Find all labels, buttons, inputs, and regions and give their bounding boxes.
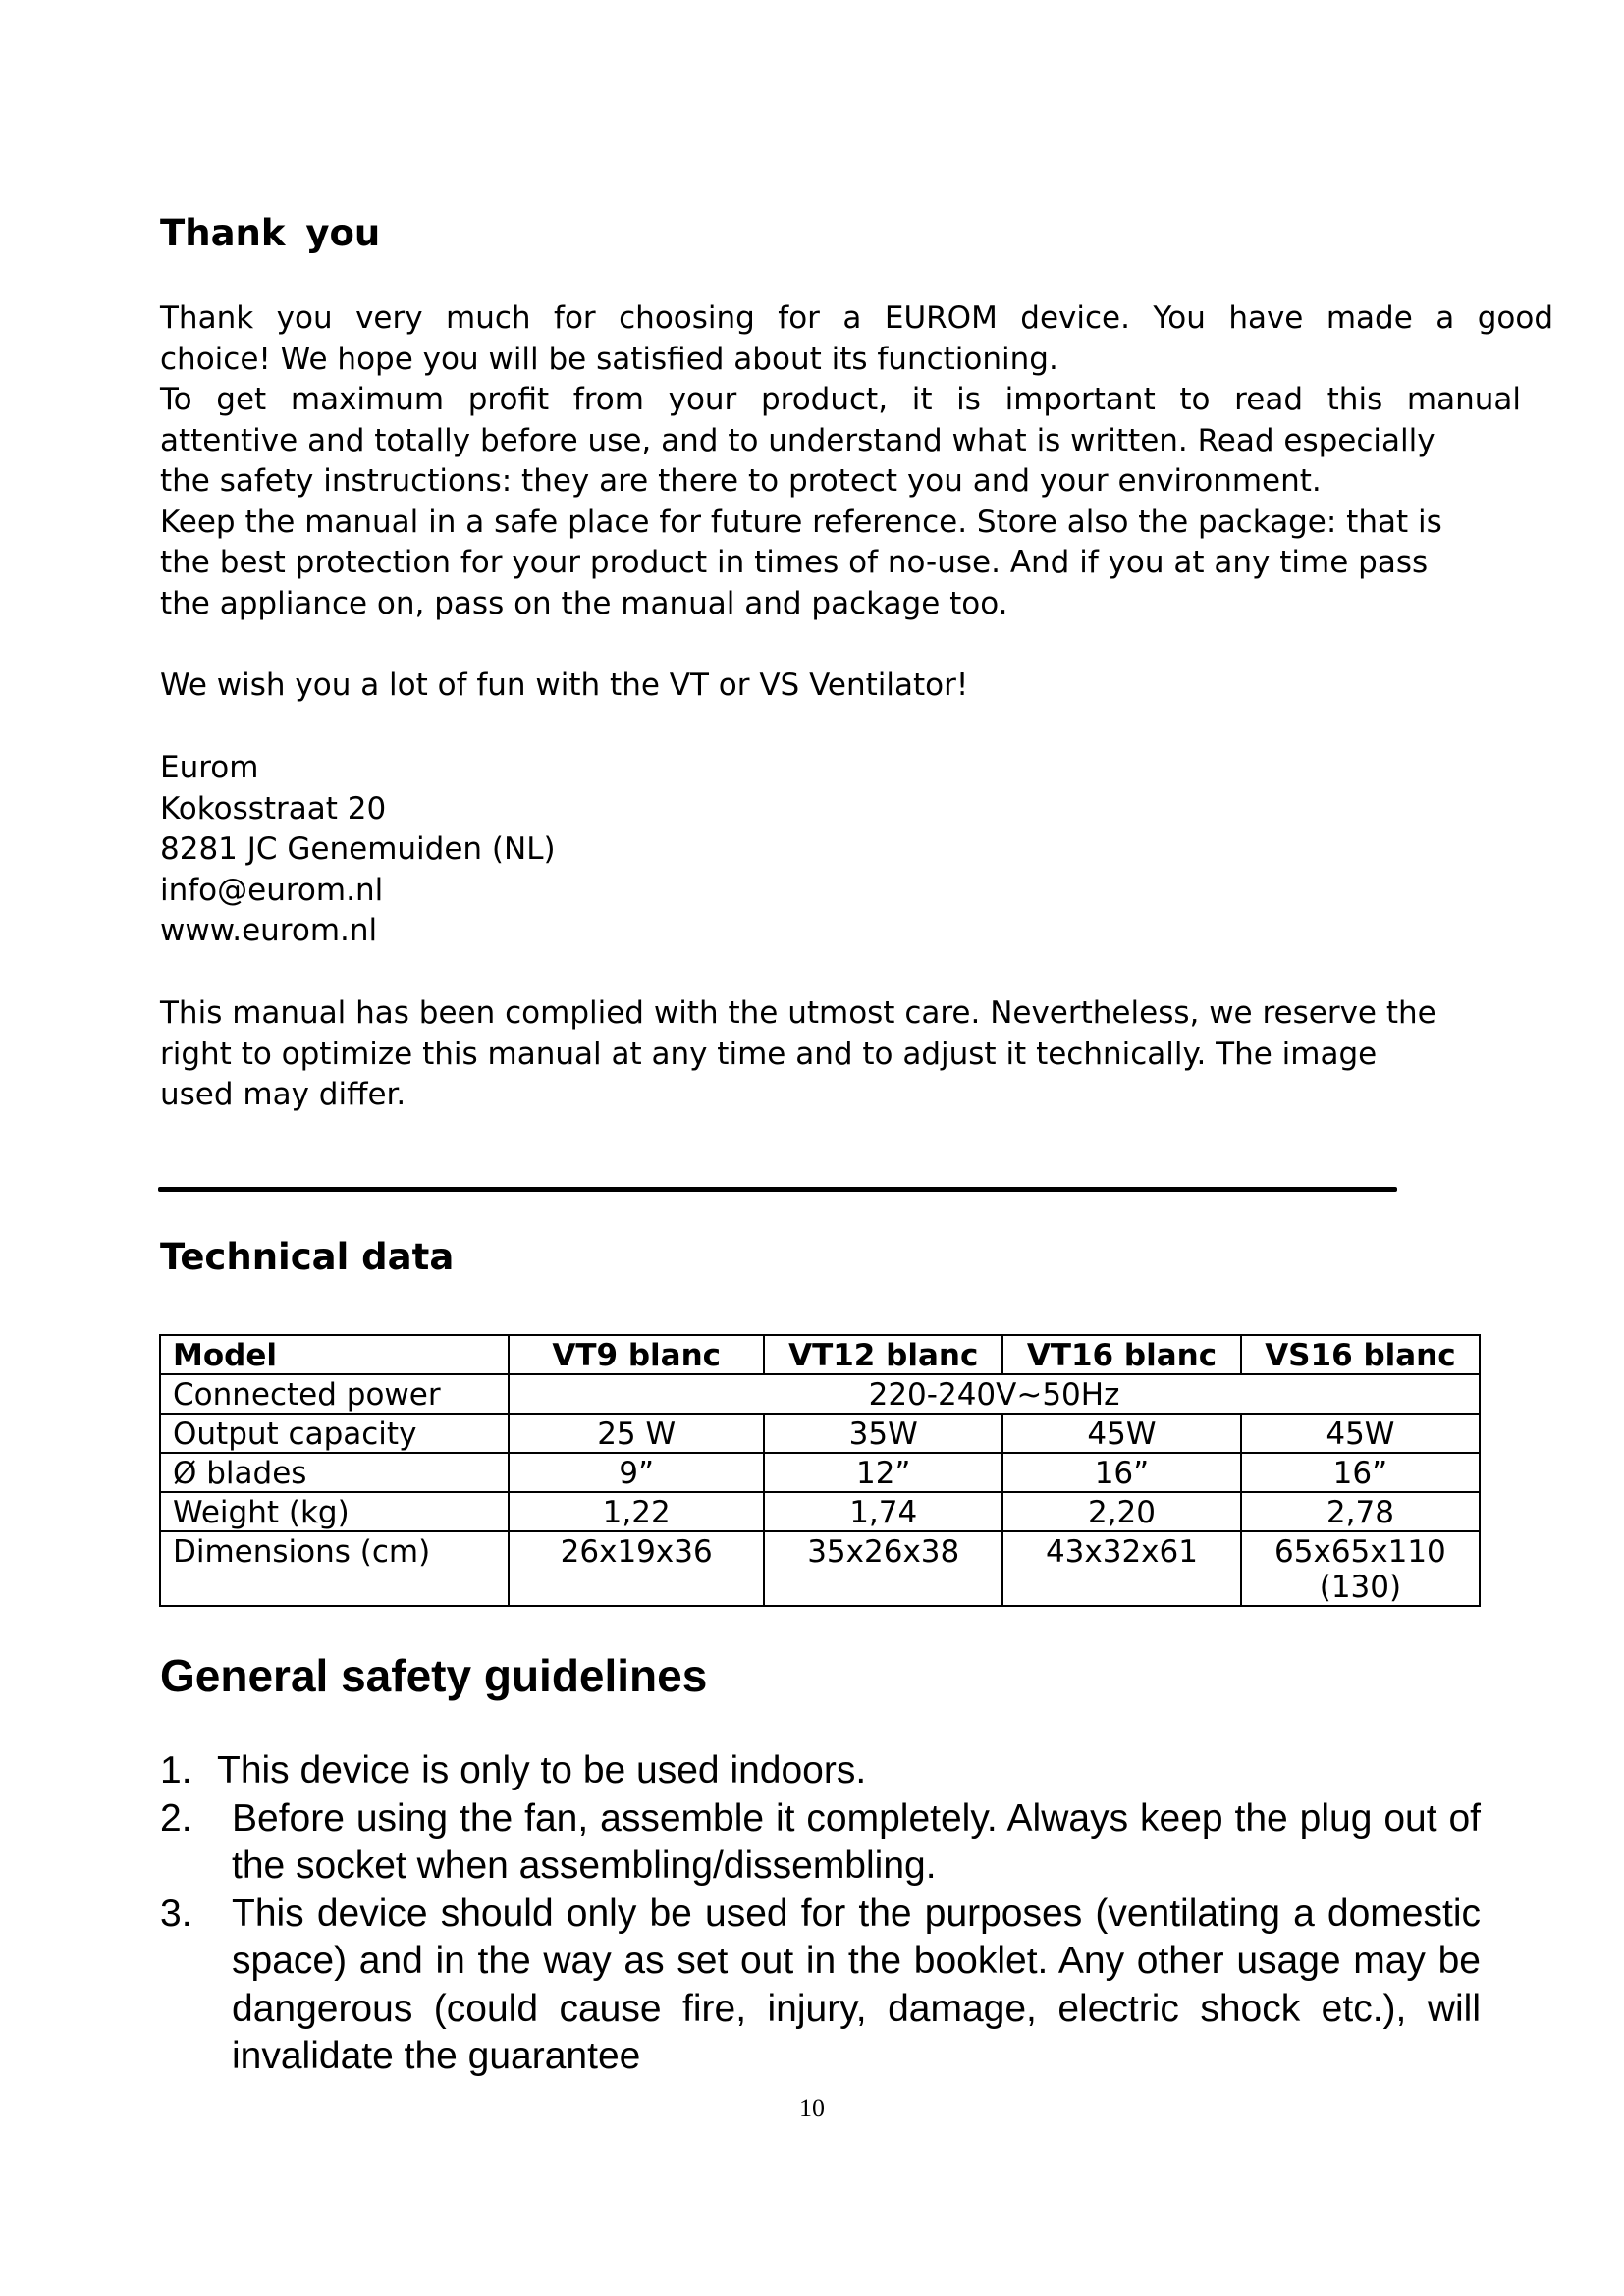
- address-street: Kokosstraat 20: [160, 790, 387, 827]
- company-name: Eurom: [160, 750, 259, 785]
- disclaimer-paragraph: [160, 993, 1554, 1116]
- list-item: [160, 1747, 1481, 1795]
- safety-list: [160, 1747, 1481, 2081]
- paragraph-line: the best protection for your product in times of no-use. And if you at any time pass: [160, 545, 1429, 580]
- technical-data-heading: Technical data: [160, 1236, 455, 1278]
- website-link[interactable]: www.eurom.nl: [160, 913, 378, 948]
- item-number: 2.: [160, 1796, 192, 1840]
- table-cell: 45W: [1241, 1414, 1480, 1453]
- table-header-row: [160, 1335, 1480, 1374]
- item-number: 3.: [160, 1892, 192, 1935]
- list-item: [160, 1795, 1481, 1891]
- table-cell: 26x19x36: [509, 1531, 764, 1606]
- technical-data-table: [159, 1334, 1481, 1607]
- table-cell: 220-240V~50Hz: [509, 1374, 1480, 1414]
- disclaimer-line: used may differ.: [160, 1077, 406, 1112]
- dimension-extra: (130): [1319, 1570, 1402, 1605]
- table-row: [160, 1453, 1480, 1492]
- row-label: Output capacity: [160, 1414, 509, 1453]
- paragraph-line: the safety instructions: they are there to protect you and your environment.: [160, 463, 1322, 499]
- paragraph-line: choice! We hope you will be satisfied about its functioning.: [160, 341, 1058, 377]
- table-row: [160, 1531, 1480, 1606]
- item-text: This device should only be used for the purposes (ventilating a domestic space) and in the way as set out in the booklet. Any other usage may be dangerous (could cause fire, injury, damage, electric shock etc.), will invalidate the guarantee: [232, 1892, 1481, 2077]
- item-text: This device is only to be used indoors.: [217, 1749, 867, 1791]
- row-label: Weight (kg): [160, 1492, 509, 1531]
- wish-text: We wish you a lot of fun with the VT or VS Ventilator!: [160, 667, 969, 703]
- dimension-value: 65x65x110: [1274, 1534, 1446, 1570]
- table-cell: 16”: [1241, 1453, 1480, 1492]
- email-link[interactable]: info@eurom.nl: [160, 872, 384, 908]
- thank-you-paragraph: [160, 298, 1554, 624]
- address-city: 8281 JC Genemuiden (NL): [160, 831, 556, 867]
- disclaimer-line: right to optimize this manual at any time and to adjust it technically. The image: [160, 1036, 1378, 1072]
- paragraph-line: Keep the manual in a safe place for future reference. Store also the package: that is: [160, 504, 1442, 540]
- row-label: Connected power: [160, 1374, 509, 1414]
- table-cell: 2,20: [1002, 1492, 1241, 1531]
- table-cell: [1241, 1531, 1480, 1606]
- table-cell: 1,74: [764, 1492, 1002, 1531]
- paragraph-line: the appliance on, pass on the manual and package too.: [160, 585, 1008, 621]
- disclaimer-line: This manual has been complied with the utmost care. Nevertheless, we reserve the: [160, 995, 1436, 1031]
- thank-you-heading: Thank you: [160, 212, 381, 254]
- table-cell: 45W: [1002, 1414, 1241, 1453]
- section-divider: [158, 1187, 1397, 1192]
- row-label: Dimensions (cm): [160, 1531, 509, 1606]
- page-number: 10: [799, 2094, 825, 2122]
- header-vt12: VT12 blanc: [764, 1335, 1002, 1374]
- item-text: Before using the fan, assemble it completely. Always keep the plug out of the socket when assembling/dissembling.: [232, 1796, 1481, 1887]
- paragraph-line: Thank you very much for choosing for a EUROM device. You have made a good: [160, 300, 1553, 336]
- list-item: [160, 1891, 1481, 2081]
- table-cell: 9”: [509, 1453, 764, 1492]
- table-row: [160, 1414, 1480, 1453]
- header-vs16: VS16 blanc: [1241, 1335, 1480, 1374]
- table-cell: 35W: [764, 1414, 1002, 1453]
- company-address: [160, 748, 556, 952]
- table-cell: 16”: [1002, 1453, 1241, 1492]
- item-number: 1.: [160, 1749, 192, 1791]
- table-cell: 25 W: [509, 1414, 764, 1453]
- paragraph-line: To get maximum profit from your product, it is important to read this manual: [160, 382, 1521, 417]
- header-vt9: VT9 blanc: [509, 1335, 764, 1374]
- paragraph-line: attentive and totally before use, and to understand what is written. Read especially: [160, 422, 1435, 458]
- table-row: [160, 1492, 1480, 1531]
- table-cell: 43x32x61: [1002, 1531, 1241, 1606]
- header-vt16: VT16 blanc: [1002, 1335, 1241, 1374]
- row-label: Ø blades: [160, 1453, 509, 1492]
- header-model: Model: [160, 1335, 509, 1374]
- table-cell: 2,78: [1241, 1492, 1480, 1531]
- table-cell: 12”: [764, 1453, 1002, 1492]
- table-cell: 1,22: [509, 1492, 764, 1531]
- safety-heading: General safety guidelines: [160, 1650, 708, 1701]
- table-cell: 35x26x38: [764, 1531, 1002, 1606]
- table-row: [160, 1374, 1480, 1414]
